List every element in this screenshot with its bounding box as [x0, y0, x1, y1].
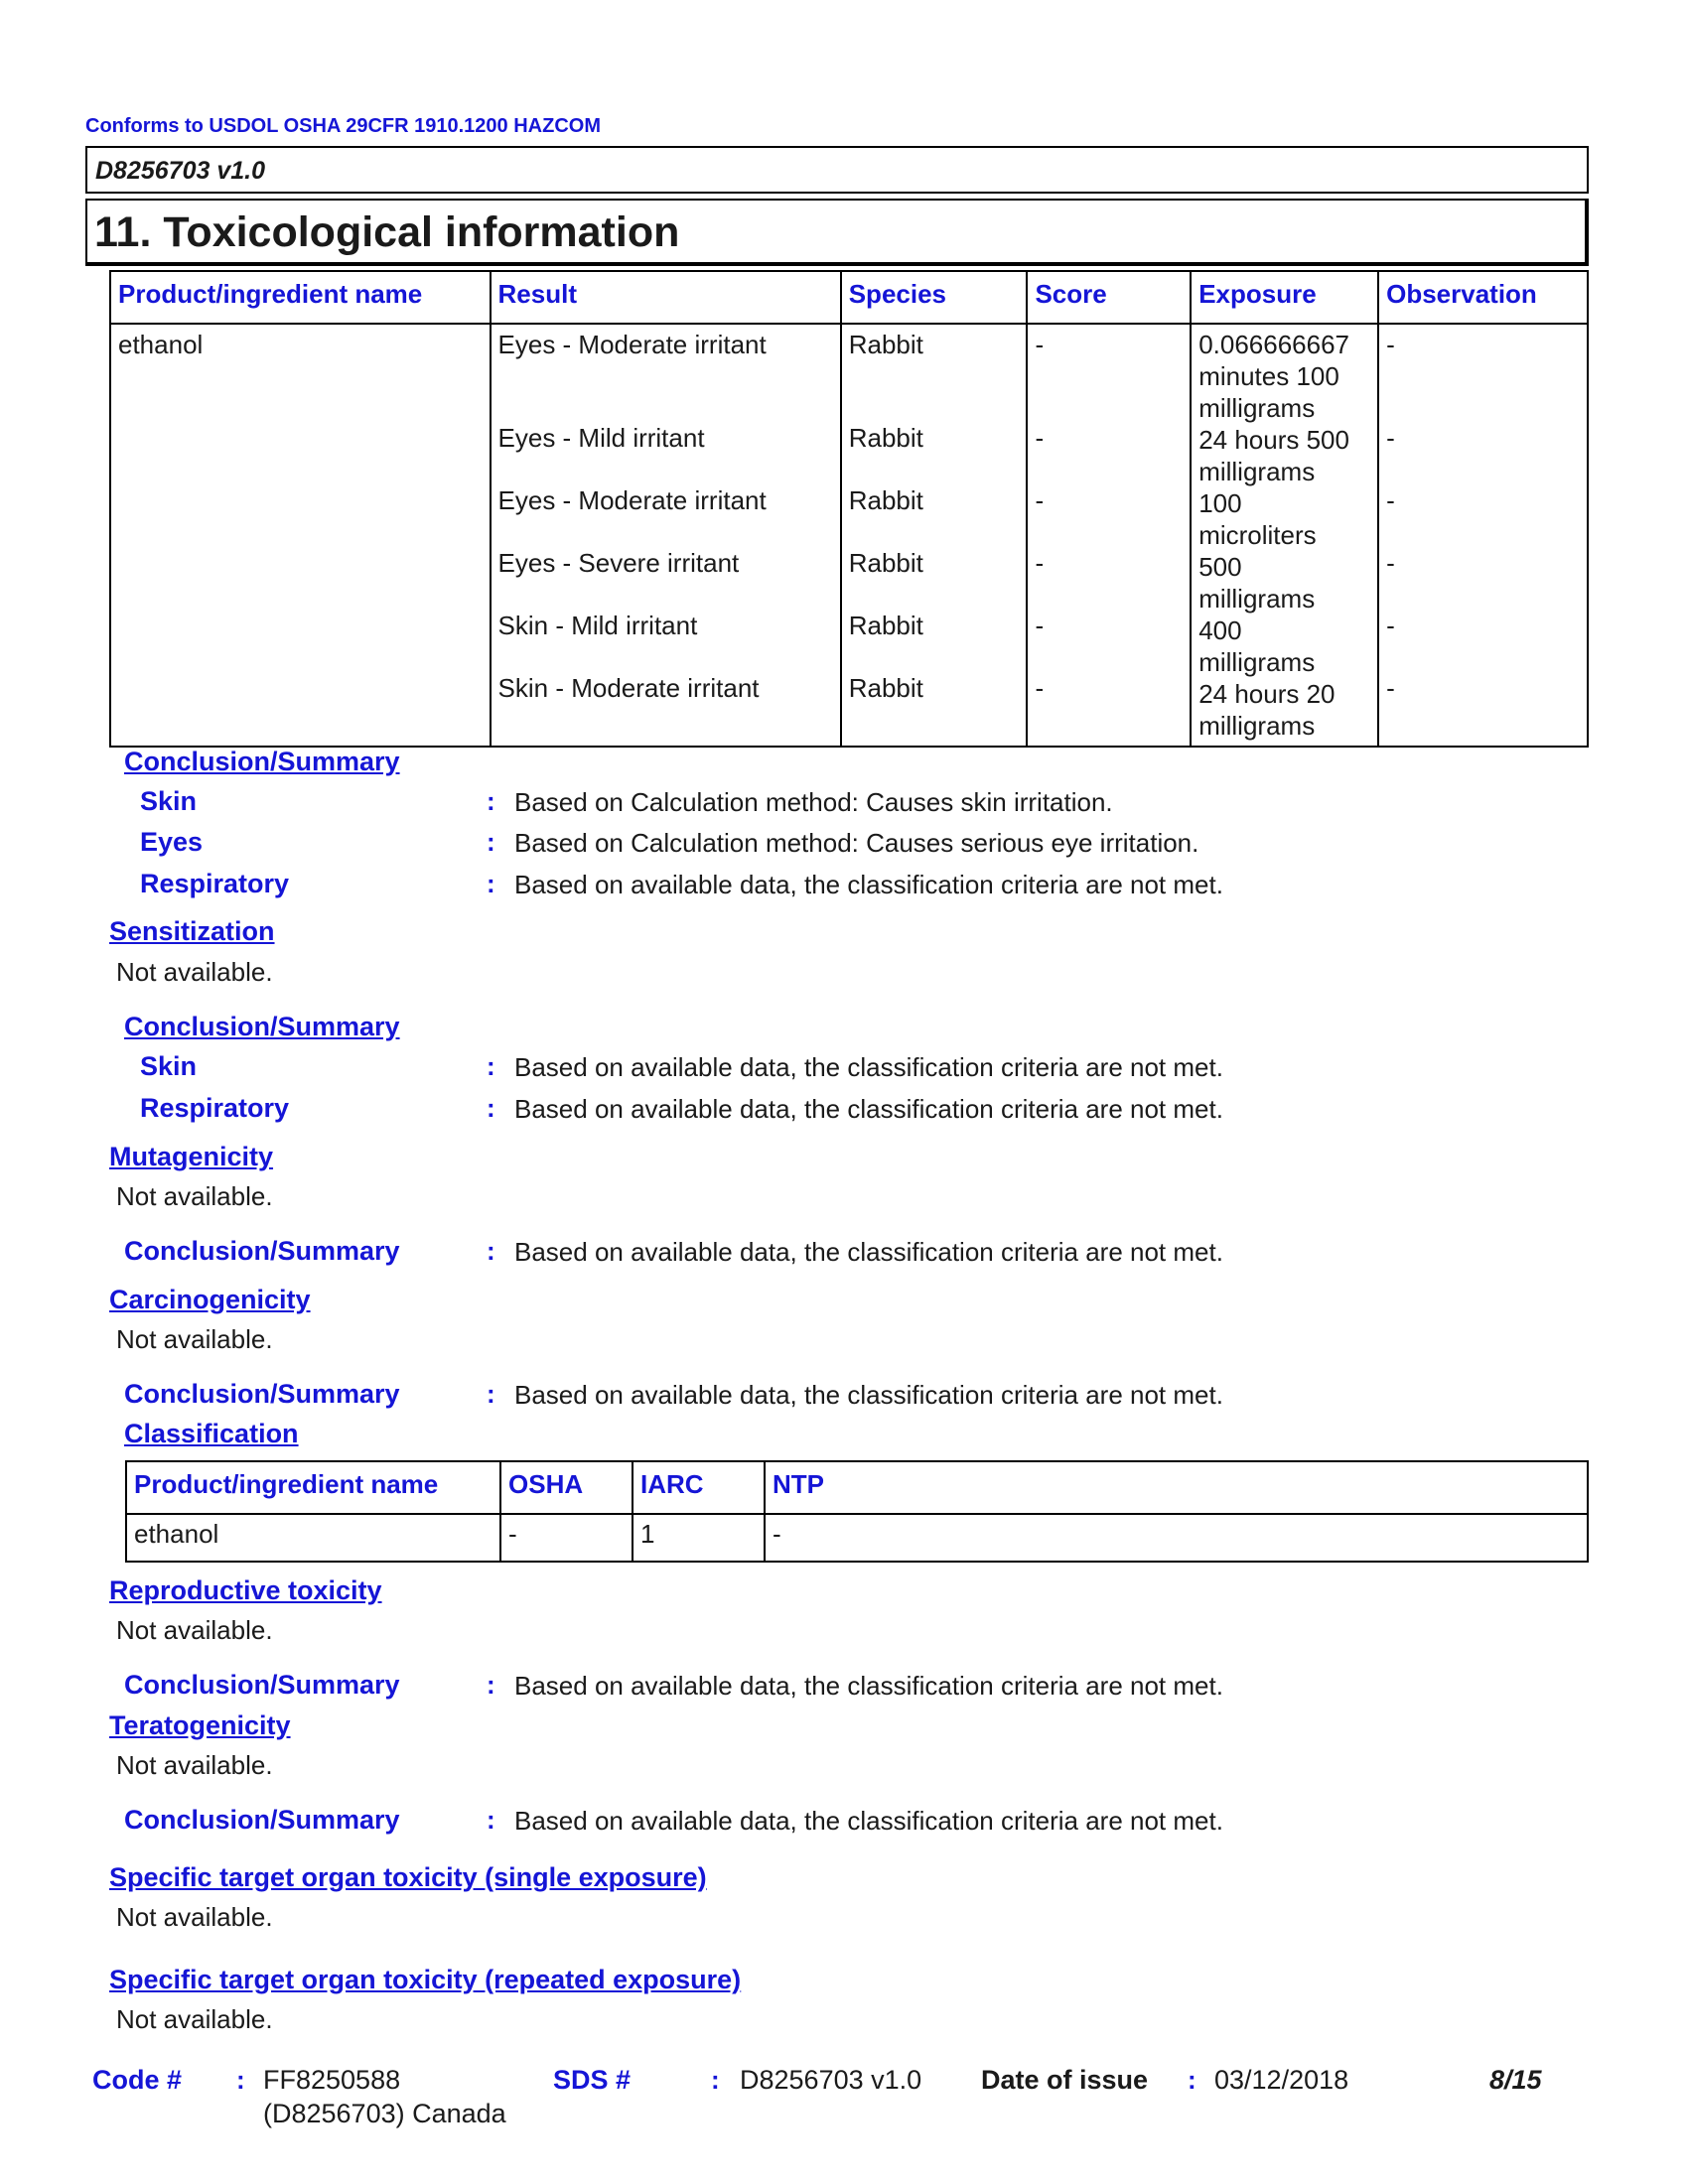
- carcinogenicity-conclusion-label: Conclusion/Summary: [124, 1379, 400, 1409]
- exposure-value: 100: [1198, 488, 1242, 518]
- classification-table: [125, 1460, 1589, 1563]
- species-value: Rabbit: [848, 611, 923, 640]
- observation-value: -: [1386, 611, 1395, 640]
- exposure-cell: [1191, 324, 1378, 747]
- teratogenicity-conclusion-label: Conclusion/Summary: [124, 1805, 400, 1835]
- column-header: Product/ingredient name: [126, 1461, 500, 1514]
- observation-value: -: [1386, 485, 1395, 515]
- species-cell: [841, 324, 1028, 747]
- teratogenicity-heading: Teratogenicity: [109, 1710, 291, 1740]
- skin-label: Skin: [140, 786, 198, 816]
- stot-single-text: Not available.: [116, 1902, 273, 1932]
- species-value: Rabbit: [848, 423, 923, 453]
- score-value: -: [1035, 548, 1045, 578]
- irritation-conclusion-heading: Conclusion/Summary: [124, 747, 400, 776]
- species-value: Rabbit: [848, 548, 923, 578]
- colon: :: [1188, 2065, 1196, 2095]
- score-value: -: [1035, 423, 1045, 453]
- mutagenicity-conclusion-label: Conclusion/Summary: [124, 1236, 400, 1266]
- document-id-bar: [85, 146, 1589, 194]
- reproductive-conclusion-value: Based on available data, the classification criteria are not met.: [514, 1671, 1223, 1701]
- reproductive-toxicity-text: Not available.: [116, 1615, 273, 1645]
- skin-label: Skin: [140, 1051, 198, 1081]
- observation-value: -: [1386, 673, 1395, 703]
- exposure-value: milligrams: [1198, 393, 1316, 423]
- respiratory-label: Respiratory: [140, 1093, 290, 1123]
- eyes-label: Eyes: [140, 827, 204, 857]
- teratogenicity-conclusion-value: Based on available data, the classification criteria are not met.: [514, 1806, 1223, 1836]
- section-title: 11. Toxicological information: [94, 208, 680, 256]
- colon: :: [236, 2065, 245, 2095]
- carcinogenicity-text: Not available.: [116, 1324, 273, 1354]
- column-header: Score: [1027, 271, 1191, 324]
- score-value: -: [1035, 611, 1045, 640]
- irritation-table: [109, 270, 1589, 748]
- skin-value: Based on available data, the classification criteria are not met.: [514, 1052, 1223, 1082]
- exposure-value: milligrams: [1198, 584, 1316, 614]
- table-header-row: [126, 1461, 1588, 1514]
- teratogenicity-text: Not available.: [116, 1750, 273, 1780]
- result-value: Eyes - Severe irritant: [497, 548, 740, 578]
- date-of-issue-value: 03/12/2018: [1214, 2065, 1349, 2095]
- conforms-statement: Conforms to USDOL OSHA 29CFR 1910.1200 HAZCOM: [85, 115, 601, 137]
- table-row: [110, 324, 1588, 747]
- respiratory-value: Based on available data, the classification criteria are not met.: [514, 1094, 1223, 1124]
- colon: :: [487, 786, 495, 816]
- exposure-value: milligrams: [1198, 457, 1316, 486]
- classification-heading: Classification: [124, 1419, 299, 1448]
- respiratory-value: Based on available data, the classification criteria are not met.: [514, 870, 1223, 899]
- exposure-value: 400: [1198, 615, 1242, 645]
- product-name: ethanol: [118, 330, 204, 359]
- column-header: Species: [841, 271, 1028, 324]
- sensitization-conclusion-heading: Conclusion/Summary: [124, 1012, 400, 1041]
- reproductive-conclusion-label: Conclusion/Summary: [124, 1670, 400, 1700]
- observation-value: -: [1386, 548, 1395, 578]
- observation-value: -: [1386, 423, 1395, 453]
- observation-cell: [1378, 324, 1588, 747]
- colon: :: [487, 869, 495, 898]
- colon: :: [711, 2065, 720, 2095]
- table-header-row: [110, 271, 1588, 324]
- colon: :: [487, 827, 495, 857]
- sensitization-heading: Sensitization: [109, 916, 275, 946]
- exposure-value: milligrams: [1198, 711, 1316, 741]
- stot-single-heading: Specific target organ toxicity (single exposure): [109, 1862, 707, 1892]
- exposure-value: microliters: [1198, 520, 1317, 550]
- colon: :: [487, 1805, 495, 1835]
- sensitization-text: Not available.: [116, 957, 273, 987]
- reproductive-toxicity-heading: Reproductive toxicity: [109, 1575, 382, 1605]
- stot-repeated-text: Not available.: [116, 2004, 273, 2034]
- table-cell: -: [500, 1514, 633, 1562]
- species-value: Rabbit: [848, 330, 923, 359]
- date-of-issue-label: Date of issue: [981, 2065, 1149, 2095]
- skin-value: Based on Calculation method: Causes skin irritation.: [514, 787, 1113, 817]
- result-value: Eyes - Moderate irritant: [497, 485, 767, 515]
- product-name-cell: [110, 324, 491, 747]
- exposure-value: 24 hours 500: [1198, 425, 1349, 455]
- observation-value: -: [1386, 330, 1395, 359]
- table-cell: ethanol: [126, 1514, 500, 1562]
- score-value: -: [1035, 485, 1045, 515]
- colon: :: [487, 1379, 495, 1409]
- mutagenicity-heading: Mutagenicity: [109, 1142, 274, 1171]
- result-value: Eyes - Moderate irritant: [497, 330, 767, 359]
- column-header: IARC: [633, 1461, 765, 1514]
- mutagenicity-conclusion-value: Based on available data, the classification criteria are not met.: [514, 1237, 1223, 1267]
- document-id: D8256703 v1.0: [95, 157, 265, 185]
- column-header: Exposure: [1191, 271, 1378, 324]
- result-value: Eyes - Mild irritant: [497, 423, 705, 453]
- score-value: -: [1035, 330, 1045, 359]
- exposure-value: 24 hours 20: [1198, 679, 1336, 709]
- colon: :: [487, 1236, 495, 1266]
- column-header: OSHA: [500, 1461, 633, 1514]
- carcinogenicity-heading: Carcinogenicity: [109, 1285, 311, 1314]
- sds-label: SDS #: [553, 2065, 632, 2095]
- colon: :: [487, 1670, 495, 1700]
- sds-value: D8256703 v1.0: [740, 2065, 922, 2095]
- column-header: NTP: [765, 1461, 1588, 1514]
- section-header: [85, 199, 1589, 266]
- result-value: Skin - Mild irritant: [497, 611, 698, 640]
- respiratory-label: Respiratory: [140, 869, 290, 898]
- code-value-line2: (D8256703) Canada: [263, 2099, 506, 2128]
- carcinogenicity-conclusion-value: Based on available data, the classification criteria are not met.: [514, 1380, 1223, 1410]
- exposure-value: minutes 100: [1198, 361, 1339, 391]
- column-header: Observation: [1378, 271, 1588, 324]
- result-cell: [491, 324, 841, 747]
- stot-repeated-heading: Specific target organ toxicity (repeated exposure): [109, 1965, 742, 1994]
- column-header: Product/ingredient name: [110, 271, 491, 324]
- score-value: -: [1035, 673, 1045, 703]
- mutagenicity-text: Not available.: [116, 1181, 273, 1211]
- code-value: FF8250588: [263, 2065, 401, 2095]
- result-value: Skin - Moderate irritant: [497, 673, 760, 703]
- colon: :: [487, 1093, 495, 1123]
- colon: :: [487, 1051, 495, 1081]
- eyes-value: Based on Calculation method: Causes serious eye irritation.: [514, 828, 1199, 858]
- table-cell: -: [765, 1514, 1588, 1562]
- exposure-value: 500: [1198, 552, 1242, 582]
- code-label: Code #: [92, 2065, 183, 2095]
- species-value: Rabbit: [848, 485, 923, 515]
- exposure-value: 0.066666667: [1198, 330, 1350, 359]
- score-cell: [1027, 324, 1191, 747]
- table-cell: 1: [633, 1514, 765, 1562]
- species-value: Rabbit: [848, 673, 923, 703]
- table-row: [126, 1514, 1588, 1562]
- page-number: 8/15: [1489, 2065, 1542, 2095]
- column-header: Result: [491, 271, 841, 324]
- exposure-value: milligrams: [1198, 647, 1316, 677]
